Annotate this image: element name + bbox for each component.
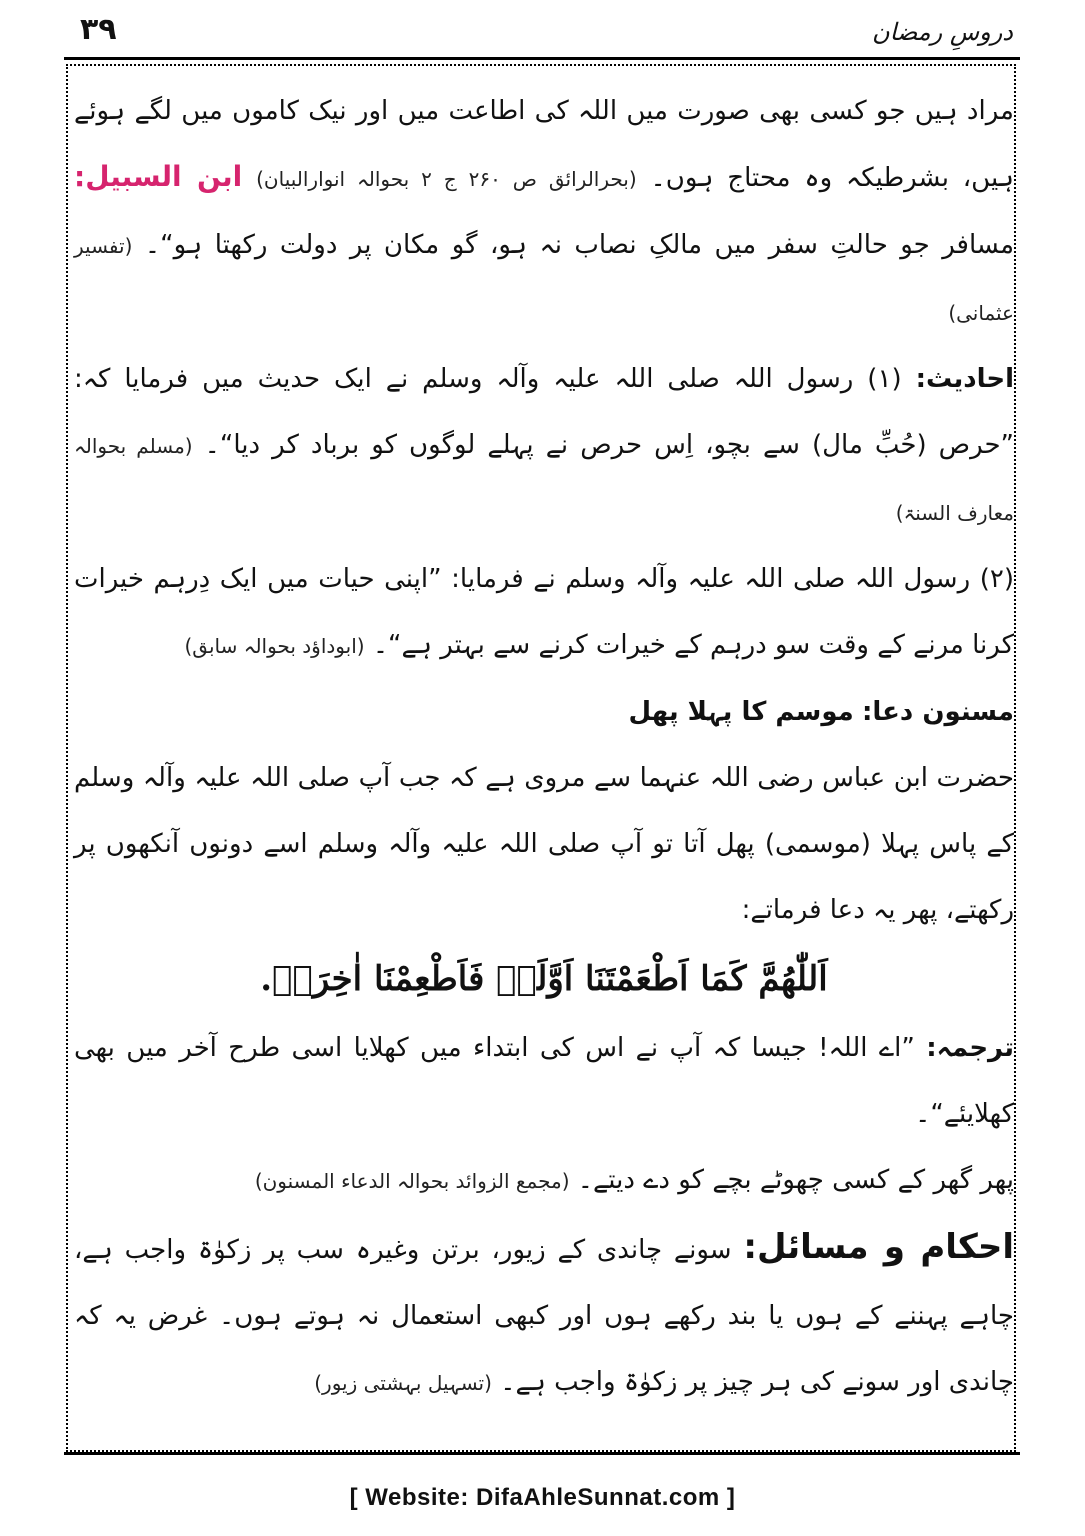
page-body [74, 78, 1014, 1416]
reference: (تسہیل بہشتی زیور) [314, 1371, 492, 1395]
reference: (مجمع الزوائد بحوالہ الدعاء المسنون) [254, 1169, 570, 1193]
ahkam [74, 1214, 1014, 1416]
reference: (تفسیر عثمانی) [74, 234, 1014, 325]
translation-label: ترجمہ: [926, 1033, 1014, 1063]
footer-rule [64, 1452, 1020, 1455]
reference: (ابوداؤد بحوالہ سابق) [184, 634, 365, 658]
hadith-text: (۲) رسول اللہ صلی اللہ علیہ وآلہ وسلم نے فرمایا: ”اپنی حیات میں ایک دِرہم خیرات کرنا مرنے کے وقت سو درہم کے خیرات کرنے سے بہتر ہے“۔ [74, 564, 1014, 660]
book-title: دروسِ رمضان [872, 18, 1013, 46]
text: پھر گھر کے کسی چھوٹے بچے کو دے دیتے۔ [577, 1165, 1014, 1195]
translation-text: ”اے اللہ! جیسا کہ آپ نے اس کی ابتداء میں کھلایا اسی طرح آخر میں بھی کھلایئے“۔ [74, 1033, 1014, 1129]
dua-after [74, 1147, 1014, 1214]
header-rule [64, 57, 1020, 60]
ahkam-text: سونے چاندی کے زیور، برتن وغیرہ سب پر زکوٰۃ واجب ہے، چاہے پہننے کے ہوں یا بند رکھے ہوں اور کبھی استعمال نہ ہوتے ہوں۔ غرض یہ کہ چاندی اور سونے کی ہر چیز پر زکوٰۃ واجب ہے۔ [74, 1235, 1014, 1397]
dua-intro: حضرت ابن عباس رضی اللہ عنہما سے مروی ہے کہ جب آپ صلی اللہ علیہ وآلہ وسلم کے پاس پہلا (موسمی) پھل آتا تو آپ صلی اللہ علیہ وآلہ وسلم اسے دونوں آنکھوں پر رکھتے، پھر یہ دعا فرماتے: [74, 763, 1014, 925]
hadith-2 [74, 546, 1014, 679]
dua-label: مسنون دعا: [862, 697, 1014, 727]
paragraph-masakin [74, 78, 1014, 346]
reference: (مسلم بحوالہ معارف السنۃ) [74, 434, 1014, 525]
page-number: ۳۹ [80, 12, 117, 47]
hadith-label: احادیث: [915, 364, 1015, 394]
ahkam-label: احکام و مسائل: [743, 1227, 1014, 1267]
hadith-1 [74, 346, 1014, 546]
text: بشرطیکہ وہ محتاج ہوں۔ [650, 163, 949, 193]
term-ibn-sabeel: ابن السبیل: [74, 160, 243, 193]
dua-title: موسم کا پہلا پھل [628, 697, 854, 727]
reference: (بحرالرائق ص ۲۶۰ ج ۲ بحوالہ انوارالبیان) [256, 167, 637, 191]
text: مراد ہیں جو کسی بھی صورت میں اللہ کی اطاعت میں اور نیک کاموں میں لگے ہوئے ہیں، [74, 96, 1015, 193]
dua-heading [74, 679, 1014, 745]
hadith-text: (۱) رسول اللہ صلی اللہ علیہ وآلہ وسلم نے ایک حدیث میں فرمایا کہ: ”حرص (حُبِّ مال) سے بچو، اِس حرص نے پہلے لوگوں کو برباد کر دیا“۔ [74, 364, 1015, 460]
website-footer: [ Website: DifaAhleSunnat.com ] [349, 1484, 736, 1511]
dua-arabic: اَللّٰھُمَّ کَمَا اَطْعَمْتَنَا اَوَّلَہٗ فَاَطْعِمْنَا اٰخِرَہٗ. [260, 959, 828, 999]
text: مسافر جو حالتِ سفر میں مالکِ نصاب نہ ہو، گو مکان پر دولت رکھتا ہو“۔ [144, 230, 1015, 260]
translation [74, 1015, 1014, 1147]
